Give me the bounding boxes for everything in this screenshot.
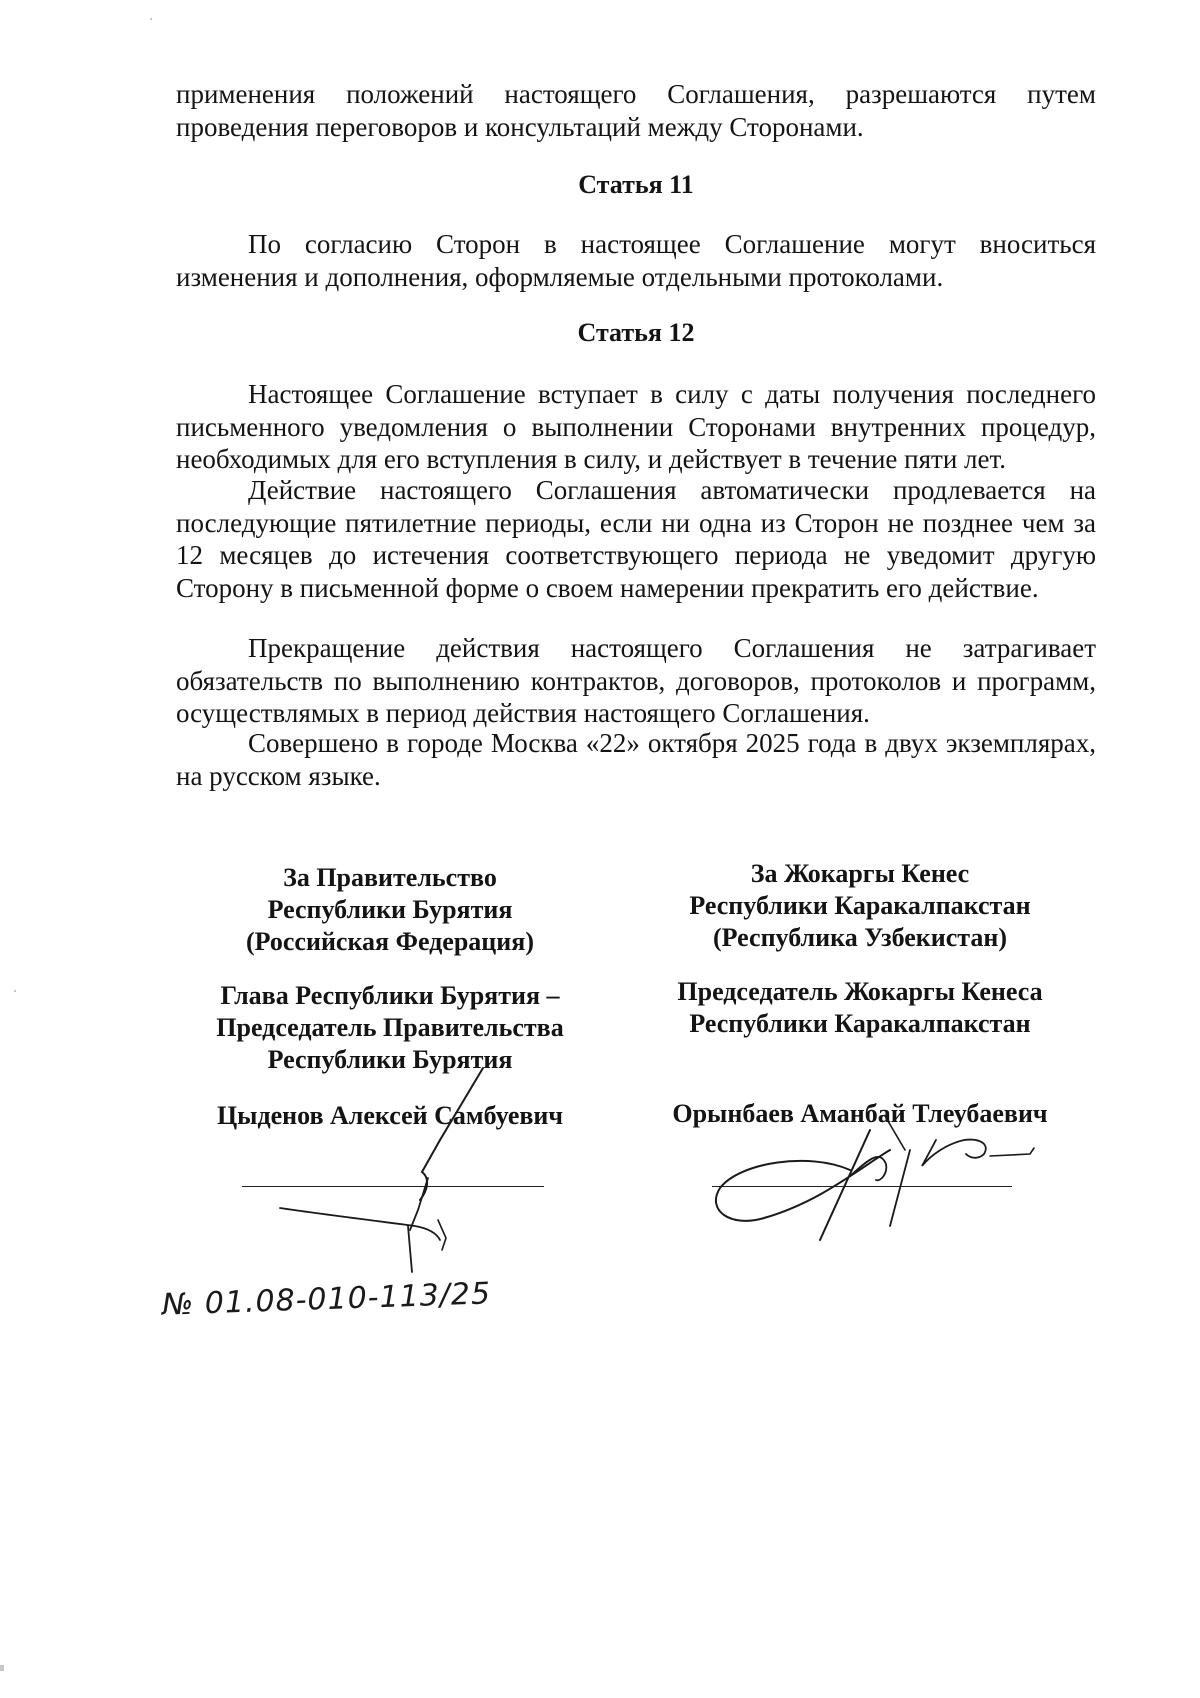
continuation-paragraph: применения положений настоящего Соглашения, разрешаются путем проведения переговоров и консультаций между Сторонами. xyxy=(176,79,1096,142)
left-party-line-1: За Правительство xyxy=(283,863,497,892)
left-position-line-1: Глава Республики Бурятия – xyxy=(220,981,560,1010)
scan-mark xyxy=(14,990,16,992)
article-12-paragraph-4: Совершено в городе Москва «22» октября 2025 года в двух экземплярах, на русском языке. xyxy=(176,728,1096,791)
left-signatory-party xyxy=(180,862,600,958)
right-position-line-2: Республики Каракалпакстан xyxy=(689,1009,1031,1038)
article-12-heading: Статья 12 xyxy=(577,318,695,347)
right-party-line-3: (Республика Узбекистан) xyxy=(712,923,1008,952)
right-signatory-position xyxy=(650,976,1070,1040)
article-12-paragraph-2: Действие настоящего Соглашения автоматически продлевается на последующие пятилетние периоды, если ни одна из Сторон не позднее чем за 12 месяцев до истечения соответствующего периода не уведомит другую Сторону в письменной форме о своем намерении прекратить его действие. xyxy=(176,475,1096,603)
right-position-line-1: Председатель Жокаргы Кенеса xyxy=(677,977,1043,1006)
right-name-text: Орынбаев Аманбай Тлеубаевич xyxy=(672,1099,1048,1128)
registration-number: № 01.08-010-113/25 xyxy=(161,1276,492,1323)
scan-mark xyxy=(0,1665,4,1671)
article-11-heading: Статья 11 xyxy=(578,170,694,199)
scan-mark xyxy=(150,18,152,20)
article-12-paragraph-3: Прекращение действия настоящего Соглашения не затрагивает обязательств по выполнению контрактов, договоров, протоколов и программ, осуществлямых в период действия настоящего Соглашения. xyxy=(176,633,1096,728)
right-party-line-2: Республики Каракалпакстан xyxy=(689,891,1031,920)
left-name-text: Цыденов Алексей Самбуевич xyxy=(216,1101,564,1130)
left-position-line-3: Республики Бурятия xyxy=(267,1045,513,1074)
article-11-paragraph: По согласию Сторон в настоящее Соглашение могут вноситься изменения и дополнения, оформляемые отдельными протоколами. xyxy=(176,229,1096,292)
right-party-line-1: За Жокаргы Кенес xyxy=(750,859,970,888)
left-signature-graphic xyxy=(250,1060,510,1280)
left-position-line-2: Председатель Правительства xyxy=(216,1013,564,1042)
left-party-line-3: (Российская Федерация) xyxy=(246,927,534,956)
article-12-paragraph-1: Настоящее Соглашение вступает в силу с даты получения последнего письменного уведомления о выполнении Сторонами внутренних процедур, необходимых для его вступления в силу, и действует в течение пяти лет. xyxy=(176,379,1096,474)
left-party-line-2: Республики Бурятия xyxy=(267,895,513,924)
right-signature-graphic xyxy=(700,1110,1060,1250)
right-signatory-party xyxy=(650,858,1070,954)
